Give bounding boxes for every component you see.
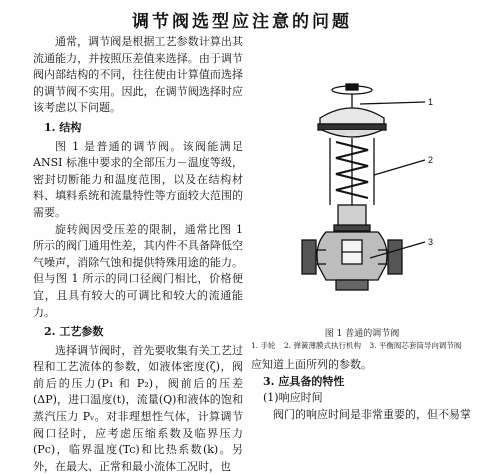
intro-paragraph: 通常，调节阀是根据工艺参数计算出其流通能力，并按照压差值来选择。由于调节阀内部结构的不同，往往使由计算值而选择的调节阀不实用。因此，在调节阀选择时应该考虑以下问题。 [33,35,243,115]
figure-label-1: 1 [428,97,434,107]
rotary-valve-paragraph: 旋转阀因受压差的限制，通常比图 1 所示的阀门通用性差，其内件不具备降低空气噪声，消除气蚀和提供特殊用途的能力。但与图 1 所示的同口径阀门相比，价格便宜，且具有较大的可调比和较大的流通能力。 [33,222,243,319]
figure-legend [251,340,473,351]
section-heading-features: 3. 应具备的特性 [263,374,345,388]
legend-item-actuator: 2. 弹簧薄膜式执行机构 [283,341,361,350]
left-column [33,34,243,475]
control-valve-figure [300,80,450,320]
section-heading-process: 2. 工艺参数 [44,325,104,339]
continuation-text: 应知道上面所列的参数。 [251,358,372,371]
section-heading-structure: 1. 结构 [44,120,82,134]
page-title: 调节阀选型应注意的问题 [132,12,352,32]
process-paragraph: 选择调节阀时，首先要收集有关工艺过程和工艺流体的参数，如液体密度(ζ)，阀前后的压力(P₁ 和 P₂)，阀前后的压差(ΔP)，进口温度(t)，流量(Q)和液体的饱和蒸汽压力 Pᵥ。对非理想性气体，计算调节阀口径时，应考虑压缩系数及临界压力(Pc)，临界温度(Tc)和比热系数(k)。另外，在最大、正常和最小流体工况时，也 [33,343,243,473]
figure-label-2: 2 [428,155,434,165]
response-time-text: 阀门的响应时间是非常重要的，但不易掌 [273,407,471,421]
figure-caption: 图 1 普通的调节阀 [324,329,400,339]
right-column [251,357,473,423]
actuator-housing [320,108,384,124]
sub-heading-response-time: (1)响应时间 [263,391,323,405]
figure-label-3: 3 [428,237,434,247]
legend-item-valve: 3. 平衡阀芯套筒导向调节阀 [369,341,462,350]
structure-paragraph: 图 1 是普通的调节阀。该阀能满足 ANSI 标准中要求的全部压力－温度等级，密封切断能力和温度范围，以及在结构材料、填料系统和流量特性等方面较大范围的需要。 [33,139,243,219]
legend-item-handwheel: 1. 手轮 [251,341,276,350]
